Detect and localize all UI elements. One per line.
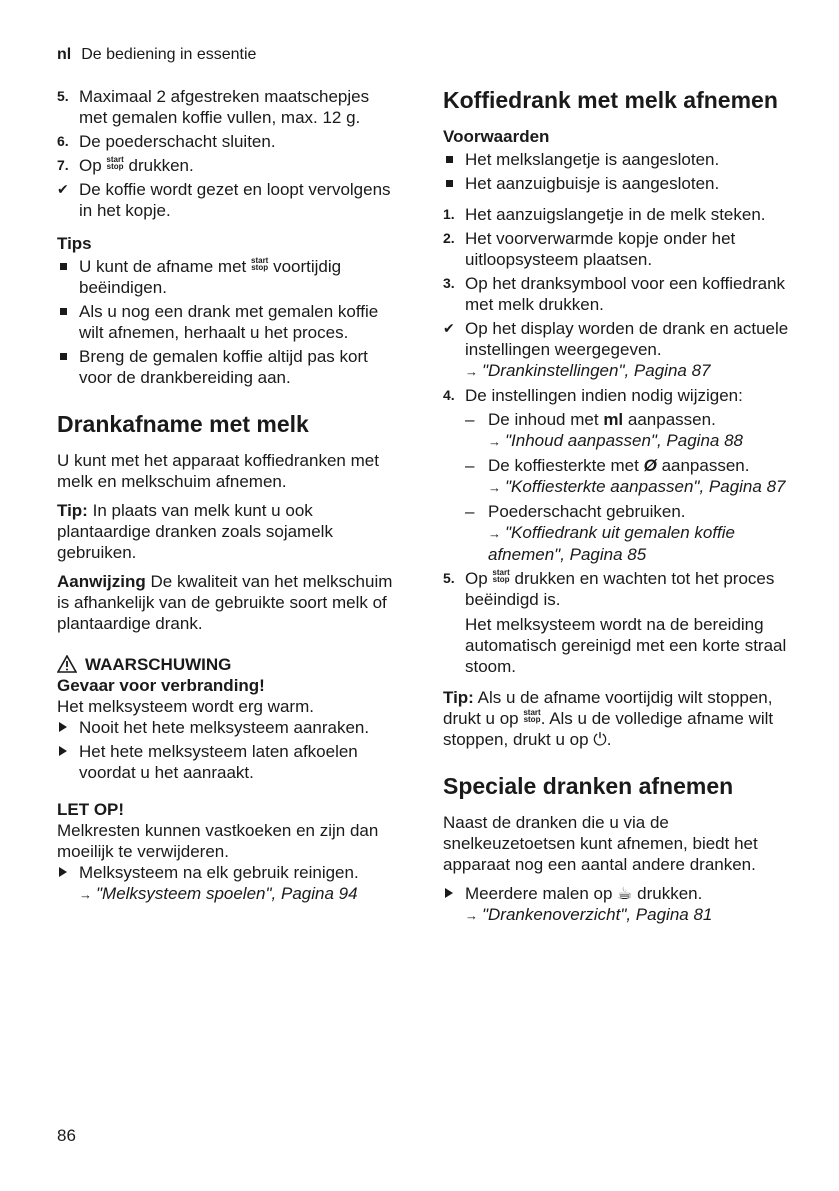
- section-title-speciale: Speciale dranken afnemen: [443, 773, 734, 799]
- section2-intro: Naast de dranken die u via de snelkeuzetoetsen kunt afnemen, biedt het apparaat nog een aantal andere dranken.: [443, 813, 758, 874]
- bullet-icon: [60, 308, 67, 315]
- step-3: 3. Op het dranksymbool voor een koffiedrank met melk drukken.: [443, 274, 786, 314]
- warning-text: Het melksysteem wordt erg warm.: [57, 697, 314, 716]
- arrow-bullet-icon: [59, 722, 67, 732]
- start-stop-icon: start stop: [106, 155, 124, 171]
- reference-link[interactable]: → "Drankinstellingen", Pagina 87: [465, 361, 711, 380]
- header-title: De bediening in essentie: [81, 46, 257, 63]
- tip-paragraph: Tip: Als u de afname voortijdig wilt stoppen, drukt u op start stop. Als u de volledige afname wilt stoppen, drukt u op ⏻.: [443, 688, 774, 749]
- substep: – De inhoud met ml aanpassen. → "Inhoud aanpassen", Pagina 88: [443, 409, 793, 452]
- tip-paragraph: Tip: In plaats van melk kunt u ook plantaardige dranken zoals sojamelk gebruiken.: [57, 501, 333, 562]
- check-icon: ✔: [57, 181, 69, 197]
- right-column: [443, 86, 793, 929]
- power-icon: ⏻: [593, 730, 607, 749]
- tip-item: Als u nog een drank met gemalen koffie wilt afnemen, herhaalt u het proces.: [57, 301, 402, 343]
- warning-title: WAARSCHUWING: [57, 654, 402, 675]
- substep: – Poederschacht gebruiken. → "Koffiedrank uit gemalen koffie afnemen", Pagina 85: [443, 501, 793, 565]
- arrow-bullet-icon: [445, 888, 453, 898]
- section-title-koffiedrank: Koffiedrank met melk afnemen: [443, 87, 778, 113]
- arrow-right-icon: →: [488, 434, 501, 449]
- step-1: 1. Het aanzuigslangetje in de melk steken.: [443, 205, 766, 224]
- step-result: ✔ Op het display worden de drank en actuele instellingen weergegeven. → "Drankinstellingen", Pagina 87: [443, 318, 793, 382]
- page-header: [57, 46, 256, 64]
- bullet-icon: [446, 180, 453, 187]
- warning-item: Nooit het hete melksysteem aanraken.: [57, 717, 402, 738]
- tip-item: U kunt de afname met start stop voortijdig beëindigen.: [57, 256, 402, 298]
- step-2: 2. Het voorverwarmde kopje onder het uitloopsysteem plaatsen.: [443, 229, 736, 269]
- section-title-drankafname: Drankafname met melk: [57, 411, 309, 437]
- start-stop-icon: start stop: [523, 708, 541, 724]
- reference-link[interactable]: → "Inhoud aanpassen", Pagina 88: [488, 431, 743, 450]
- step-4: 4. De instellingen indien nodig wijzigen:: [443, 386, 743, 405]
- tip-item: Breng de gemalen koffie altijd pas kort voor de drankbereiding aan.: [57, 346, 402, 388]
- requirement-item: Het aanzuigbuisje is aangesloten.: [443, 173, 793, 194]
- start-stop-icon: start stop: [251, 256, 269, 272]
- left-column: [57, 86, 402, 908]
- caution-title: LET OP!: [57, 800, 125, 819]
- bullet-icon: [446, 156, 453, 163]
- caution-item: Melksysteem na elk gebruik reinigen. → "Melksysteem spoelen", Pagina 94: [57, 862, 402, 905]
- tips-heading: Tips: [57, 234, 92, 253]
- step-5: 5. Maximaal 2 afgestreken maatschepjes met gemalen koffie vullen, max. 12 g.: [57, 87, 370, 127]
- step-5: 5. Op start stop drukken en wachten tot het proces beëindigd is.: [443, 568, 775, 609]
- arrow-right-icon: →: [465, 908, 478, 923]
- warning-subtitle: Gevaar voor verbranding!: [57, 676, 265, 695]
- bullet-icon: [60, 263, 67, 270]
- note-paragraph: Aanwijzing De kwaliteit van het melkschuim is afhankelijk van de gebruikte soort melk of plantaardige drank.: [57, 572, 393, 633]
- caution-reference[interactable]: → "Melksysteem spoelen", Pagina 94: [79, 884, 358, 903]
- bullet-icon: [60, 353, 67, 360]
- requirements-heading: Voorwaarden: [443, 127, 550, 146]
- strength-icon: Ø: [643, 456, 657, 475]
- step-5-extra: Het melksysteem wordt na de bereiding automatisch gereinigd met een korte straal stoom.: [465, 615, 787, 676]
- step-6: 6. De poederschacht sluiten.: [57, 132, 276, 151]
- arrow-right-icon: →: [79, 887, 92, 902]
- arrow-right-icon: →: [465, 364, 478, 379]
- drink-menu-icon: ☕: [617, 884, 633, 903]
- section2-item: Meerdere malen op ☕ drukken. → "Drankenoverzicht", Pagina 81: [443, 883, 793, 926]
- header-lang: nl: [57, 46, 72, 63]
- substep: – De koffiesterkte met Ø aanpassen. → "Koffiesterkte aanpassen", Pagina 87: [443, 455, 793, 498]
- page-number: 86: [57, 1126, 76, 1145]
- arrow-bullet-icon: [59, 746, 67, 756]
- warning-item: Het hete melksysteem laten afkoelen voordat u het aanraakt.: [57, 741, 402, 783]
- caution-text: Melkresten kunnen vastkoeken en zijn dan moeilijk te verwijderen.: [57, 821, 379, 861]
- reference-link[interactable]: → "Drankenoverzicht", Pagina 81: [465, 905, 713, 924]
- check-icon: ✔: [443, 320, 455, 336]
- step-7: 7. Op start stop drukken.: [57, 155, 194, 175]
- arrow-bullet-icon: [59, 867, 67, 877]
- warning-triangle-icon: [57, 655, 77, 673]
- requirement-item: Het melkslangetje is aangesloten.: [443, 149, 793, 170]
- arrow-right-icon: →: [488, 480, 501, 495]
- step-result: ✔ De koffie wordt gezet en loopt vervolgens in het kopje.: [57, 180, 391, 220]
- reference-link[interactable]: → "Koffiesterkte aanpassen", Pagina 87: [488, 477, 786, 496]
- reference-link[interactable]: → "Koffiedrank uit gemalen koffie afnemen", Pagina 85: [488, 523, 735, 564]
- arrow-right-icon: →: [488, 526, 501, 541]
- start-stop-icon: start stop: [492, 568, 510, 584]
- intro-text: U kunt met het apparaat koffiedranken met melk en melkschuim afnemen.: [57, 451, 379, 491]
